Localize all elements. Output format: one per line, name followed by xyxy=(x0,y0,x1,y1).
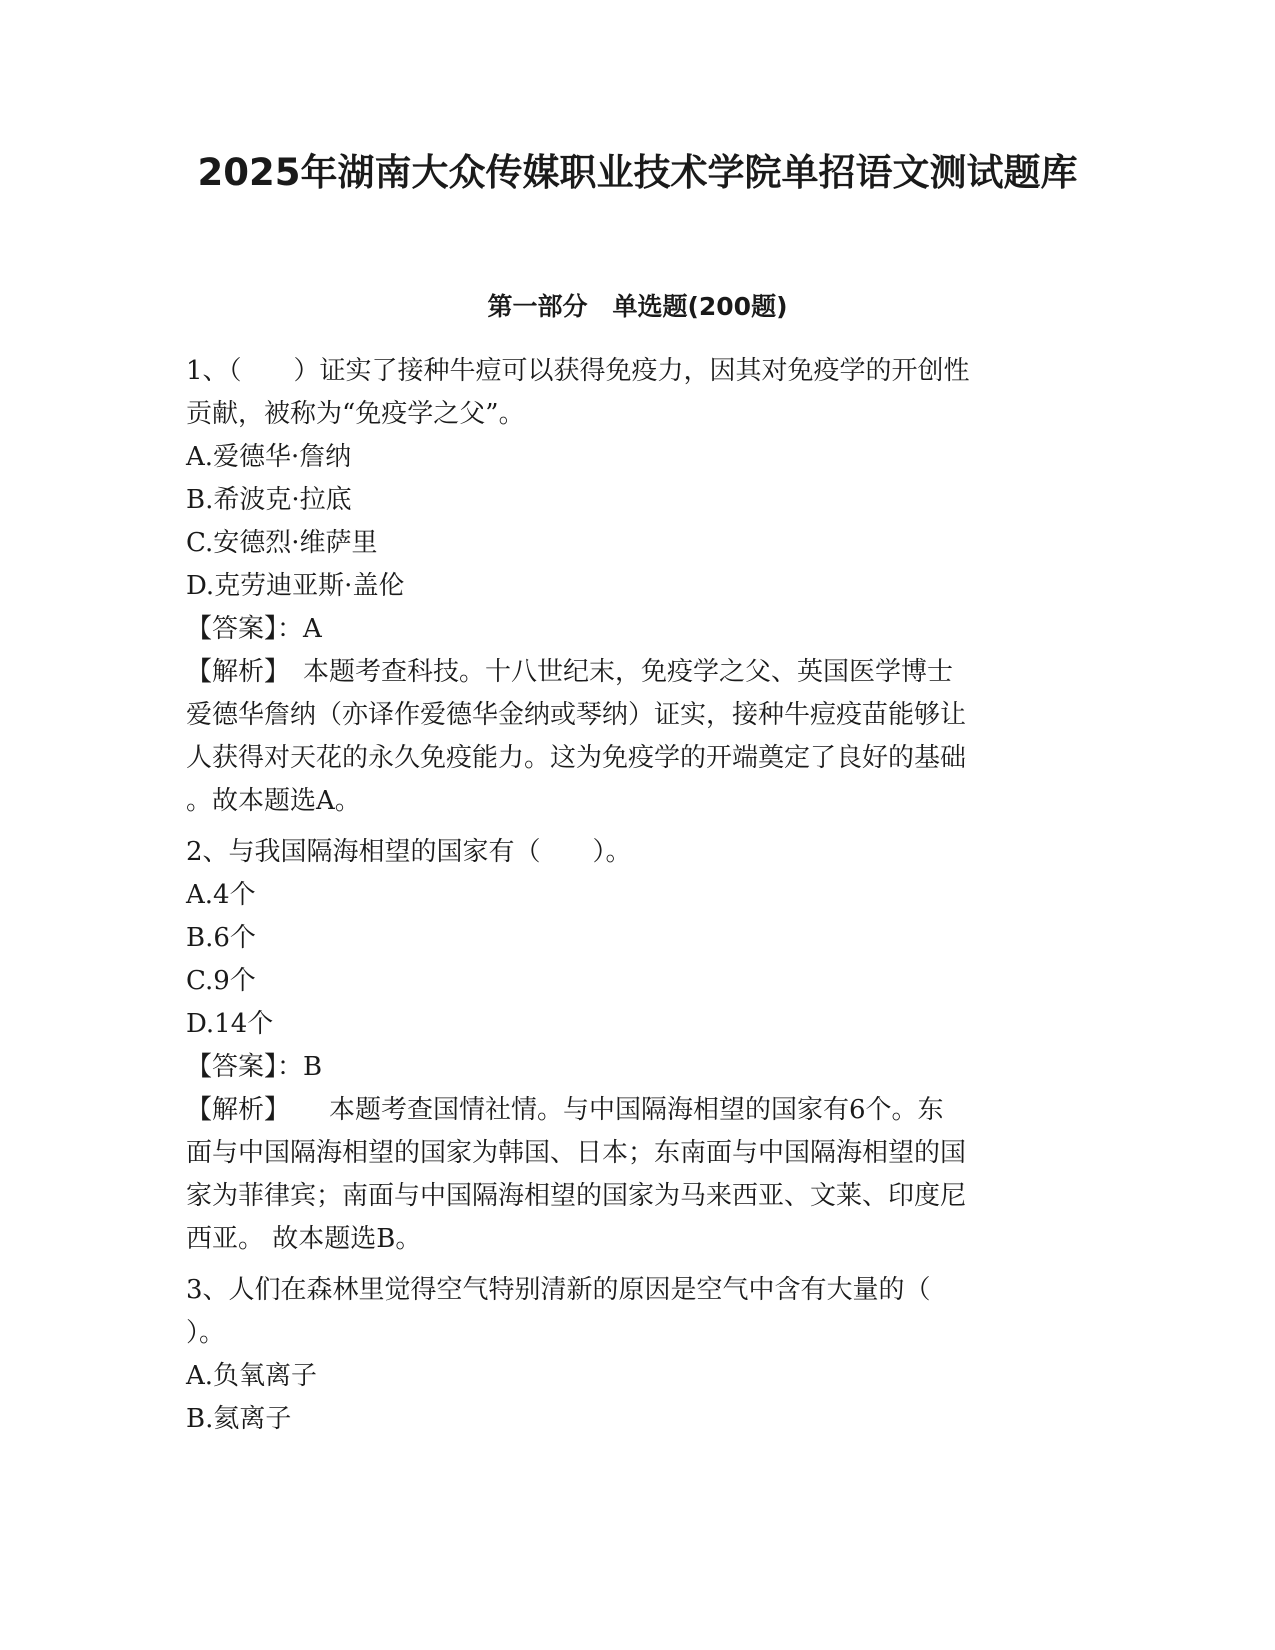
option-b: B.氦离子 xyxy=(186,1404,292,1434)
question-stem-line: 3、人们在森林里觉得空气特别清新的原因是空气中含有大量的（ xyxy=(186,1275,931,1305)
analysis-text: 家为菲律宾；南面与中国隔海相望的国家为马来西亚、文莱、印度尼 xyxy=(186,1181,967,1211)
analysis-text: 爱德华詹纳（亦译作爱德华金纳或琴纳）证实，接种牛痘疫苗能够让 xyxy=(186,700,967,730)
section-title: 第一部分 单选题(200题) xyxy=(487,292,788,321)
analysis-line xyxy=(186,651,1086,694)
option-a: A.爱德华·詹纳 xyxy=(186,442,352,472)
option-b: B.6个 xyxy=(186,923,256,953)
analysis-text: 西亚。 故本题选B。 xyxy=(186,1224,422,1254)
option-d: D.14个 xyxy=(186,1009,274,1039)
analysis-text: 本题考查科技。十八世纪末，免疫学之父、英国医学博士 xyxy=(277,657,954,687)
answer-value: B xyxy=(303,1052,323,1082)
option-c: C.9个 xyxy=(186,966,256,996)
question-stem-line: 贡献，被称为“免疫学之父”。 xyxy=(186,399,525,429)
analysis-line xyxy=(186,1089,1086,1132)
option-a: A.负氧离子 xyxy=(186,1361,318,1391)
answer-line xyxy=(186,1046,1086,1089)
answer-label: 【答案】： xyxy=(186,1052,304,1082)
question-stem-line: 1、（ ）证实了接种牛痘可以获得免疫力，因其对免疫学的开创性 xyxy=(186,356,970,386)
document-title: 2025年湖南大众传媒职业技术学院单招语文测试题库 xyxy=(197,151,1078,194)
question-stem-line: ）。 xyxy=(186,1318,226,1348)
analysis-text: 。故本题选A。 xyxy=(186,786,361,816)
analysis-text: 面与中国隔海相望的国家为韩国、日本；东南面与中国隔海相望的国 xyxy=(186,1138,967,1168)
answer-line xyxy=(186,608,1086,651)
option-d: D.克劳迪亚斯·盖伦 xyxy=(186,571,405,601)
question-list xyxy=(186,350,1086,1449)
option-a: A.4个 xyxy=(186,880,256,910)
option-b: B.希波克·拉底 xyxy=(186,485,352,515)
analysis-text: 人获得对天花的永久免疫能力。这为免疫学的开端奠定了良好的基础 xyxy=(186,743,967,773)
question-stem-line: 2、与我国隔海相望的国家有（ ）。 xyxy=(186,837,632,867)
analysis-label: 【解析】 xyxy=(186,657,278,687)
question-1 xyxy=(186,350,1086,823)
question-2 xyxy=(186,831,1086,1261)
answer-value: A xyxy=(303,614,322,644)
analysis-label: 【解析】 xyxy=(186,1095,278,1125)
option-c: C.安德烈·维萨里 xyxy=(186,528,378,558)
answer-label: 【答案】： xyxy=(186,614,304,644)
question-3 xyxy=(186,1269,1086,1441)
analysis-text: 本题考查国情社情。与中国隔海相望的国家有6个。东 xyxy=(277,1095,944,1125)
